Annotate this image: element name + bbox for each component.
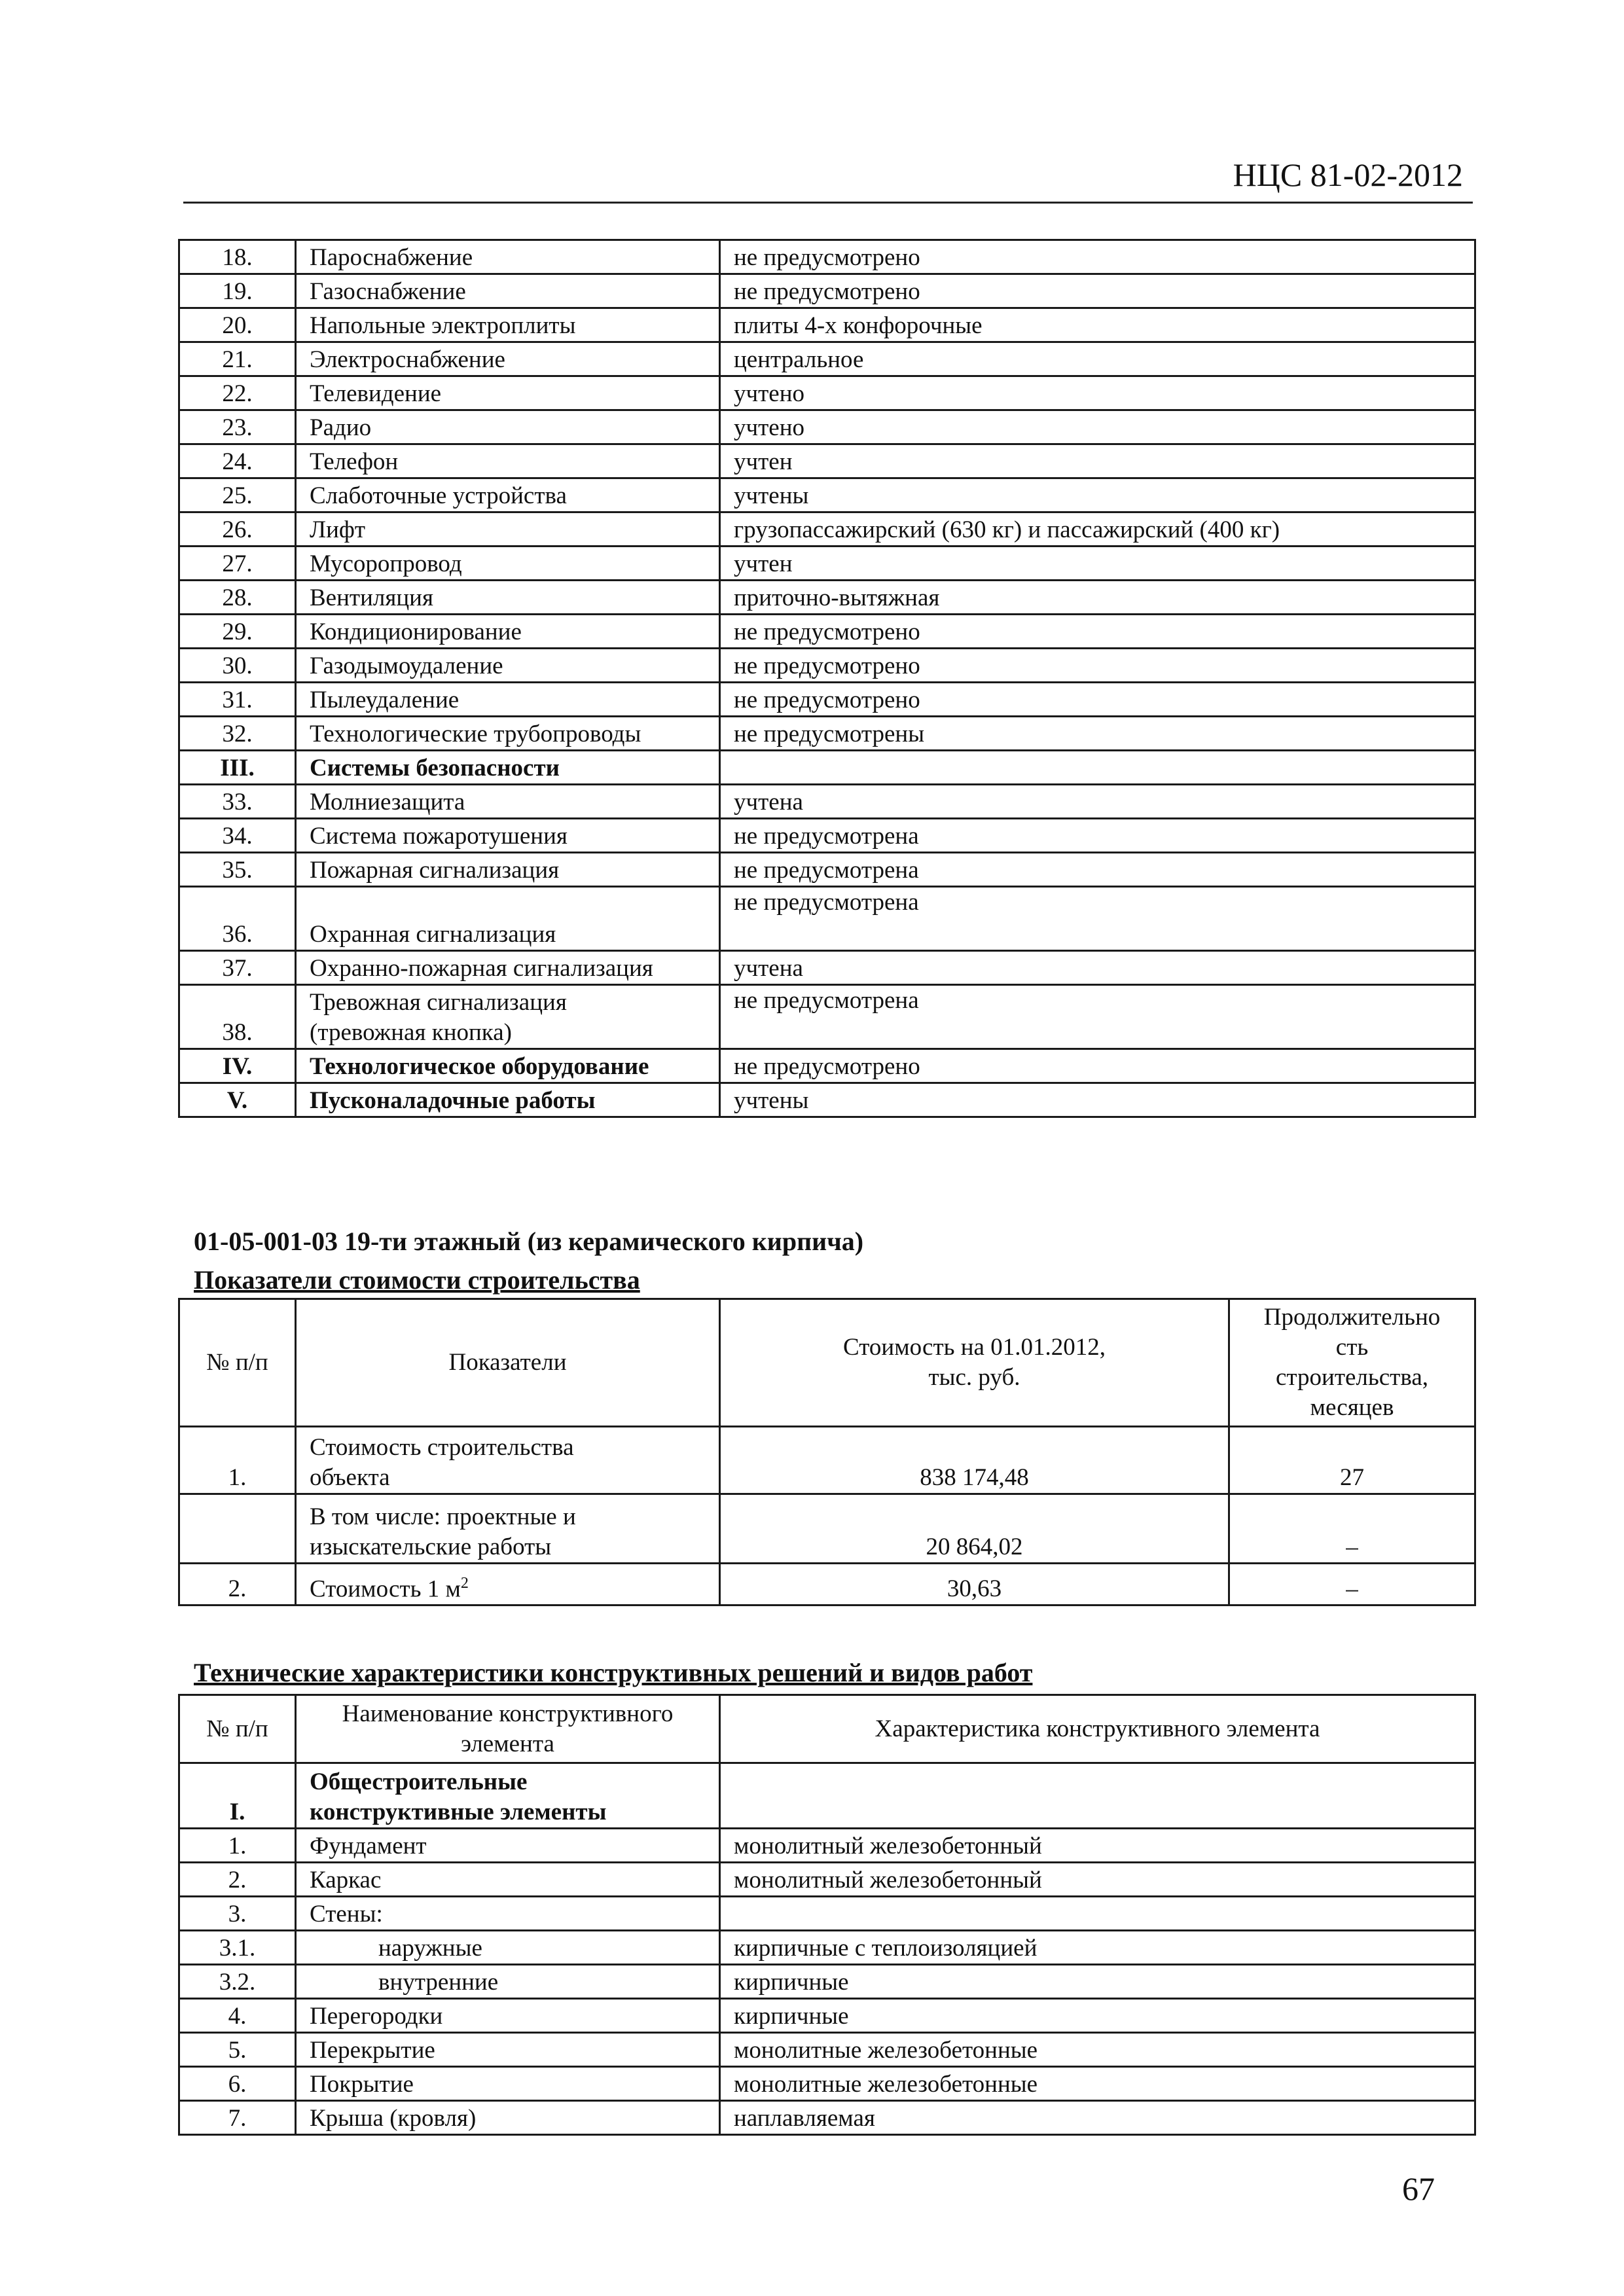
header-duration: Продолжительно сть строительства, месяцев <box>1229 1299 1475 1427</box>
table-row: 26. Лифт грузопассажирский (630 кг) и пассажирский (400 кг) <box>179 512 1475 547</box>
table-row: 4. Перегородки кирпичные <box>179 1999 1475 2033</box>
table-row: 24. Телефон учтен <box>179 444 1475 478</box>
table-row: V. Пусконаладочные работы учтены <box>179 1083 1475 1117</box>
table-row: 3.2. внутренние кирпичные <box>179 1965 1475 1999</box>
table-row: 3. Стены: <box>179 1897 1475 1931</box>
table-row: 2. Стоимость 1 $м^2$ 30,63 – <box>179 1564 1475 1605</box>
cost-section-title: Показатели стоимости строительства <box>194 1265 640 1295</box>
table-row: 22. Телевидение учтено <box>179 376 1475 410</box>
table-row: 1. Стоимость строительства объекта 838 174,48 27 <box>179 1427 1475 1494</box>
table-row: В том числе: проектные и изыскательские работы 20 864,02 – <box>179 1494 1475 1564</box>
table-row: 36. Охранная сигнализация не предусмотрена <box>179 887 1475 951</box>
table-row: 28. Вентиляция приточно-вытяжная <box>179 581 1475 615</box>
tech-section-title: Технические характеристики конструктивных решений и видов работ <box>194 1658 1033 1687</box>
table-row: 3.1. наружные кирпичные с теплоизоляцией <box>179 1931 1475 1965</box>
table-row: III. Системы безопасности <box>179 751 1475 785</box>
header-characteristic: Характеристика конструктивного элемента <box>720 1695 1475 1763</box>
table-row: 5. Перекрытие монолитные железобетонные <box>179 2033 1475 2067</box>
table-row: 21. Электроснабжение центральное <box>179 342 1475 376</box>
table-row: 34. Система пожаротушения не предусмотрена <box>179 819 1475 853</box>
table-row: 37. Охранно-пожарная сигнализация учтена <box>179 951 1475 985</box>
table-row: 25. Слаботочные устройства учтены <box>179 478 1475 512</box>
table-row: 29. Кондиционирование не предусмотрено <box>179 615 1475 649</box>
table-row: 23. Радио учтено <box>179 410 1475 444</box>
header-cost: Стоимость на 01.01.2012, тыс. руб. <box>720 1299 1229 1427</box>
table-row: 33. Молниезащита учтена <box>179 785 1475 819</box>
table-row: 18. Пароснабжение не предусмотрено <box>179 240 1475 274</box>
table-row: 1. Фундамент монолитный железобетонный <box>179 1829 1475 1863</box>
header-no: № п/п <box>179 1695 296 1763</box>
table-row: 35. Пожарная сигнализация не предусмотрена <box>179 853 1475 887</box>
table-row: 20. Напольные электроплиты плиты 4-х конфорочные <box>179 308 1475 342</box>
table-row: 38. Тревожная сигнализация (тревожная кнопка) не предусмотрена <box>179 985 1475 1049</box>
table-row: 32. Технологические трубопроводы не предусмотрены <box>179 717 1475 751</box>
document-code: НЦС 81-02-2012 <box>1233 156 1463 193</box>
table-row: I. Общестроительные конструктивные элементы <box>179 1763 1475 1829</box>
table-row: 7. Крыша (кровля) наплавляемая <box>179 2101 1475 2135</box>
table-row: 19. Газоснабжение не предусмотрено <box>179 274 1475 308</box>
table-row: IV. Технологическое оборудование не предусмотрено <box>179 1049 1475 1083</box>
table-row: 27. Мусоропровод учтен <box>179 547 1475 581</box>
table-row: 2. Каркас монолитный железобетонный <box>179 1863 1475 1897</box>
cost-indicators-table <box>178 1298 1476 1606</box>
table-header-row <box>179 1695 1475 1763</box>
page-number: 67 <box>1402 2170 1435 2207</box>
header-no: № п/п <box>179 1299 296 1427</box>
page-header <box>183 149 1473 204</box>
object-code-title: 01-05-001-03 19-ти этажный (из керамического кирпича) <box>194 1227 864 1256</box>
table-row: 6. Покрытие монолитные железобетонные <box>179 2067 1475 2101</box>
table-row: 30. Газодымоудаление не предусмотрено <box>179 649 1475 683</box>
header-indicators: Показатели <box>296 1299 720 1427</box>
table-header-row <box>179 1299 1475 1427</box>
header-element-name: Наименование конструктивного элемента <box>296 1695 720 1763</box>
structural-elements-table <box>178 1694 1476 2136</box>
systems-table <box>178 239 1476 1118</box>
table-row: 31. Пылеудаление не предусмотрено <box>179 683 1475 717</box>
